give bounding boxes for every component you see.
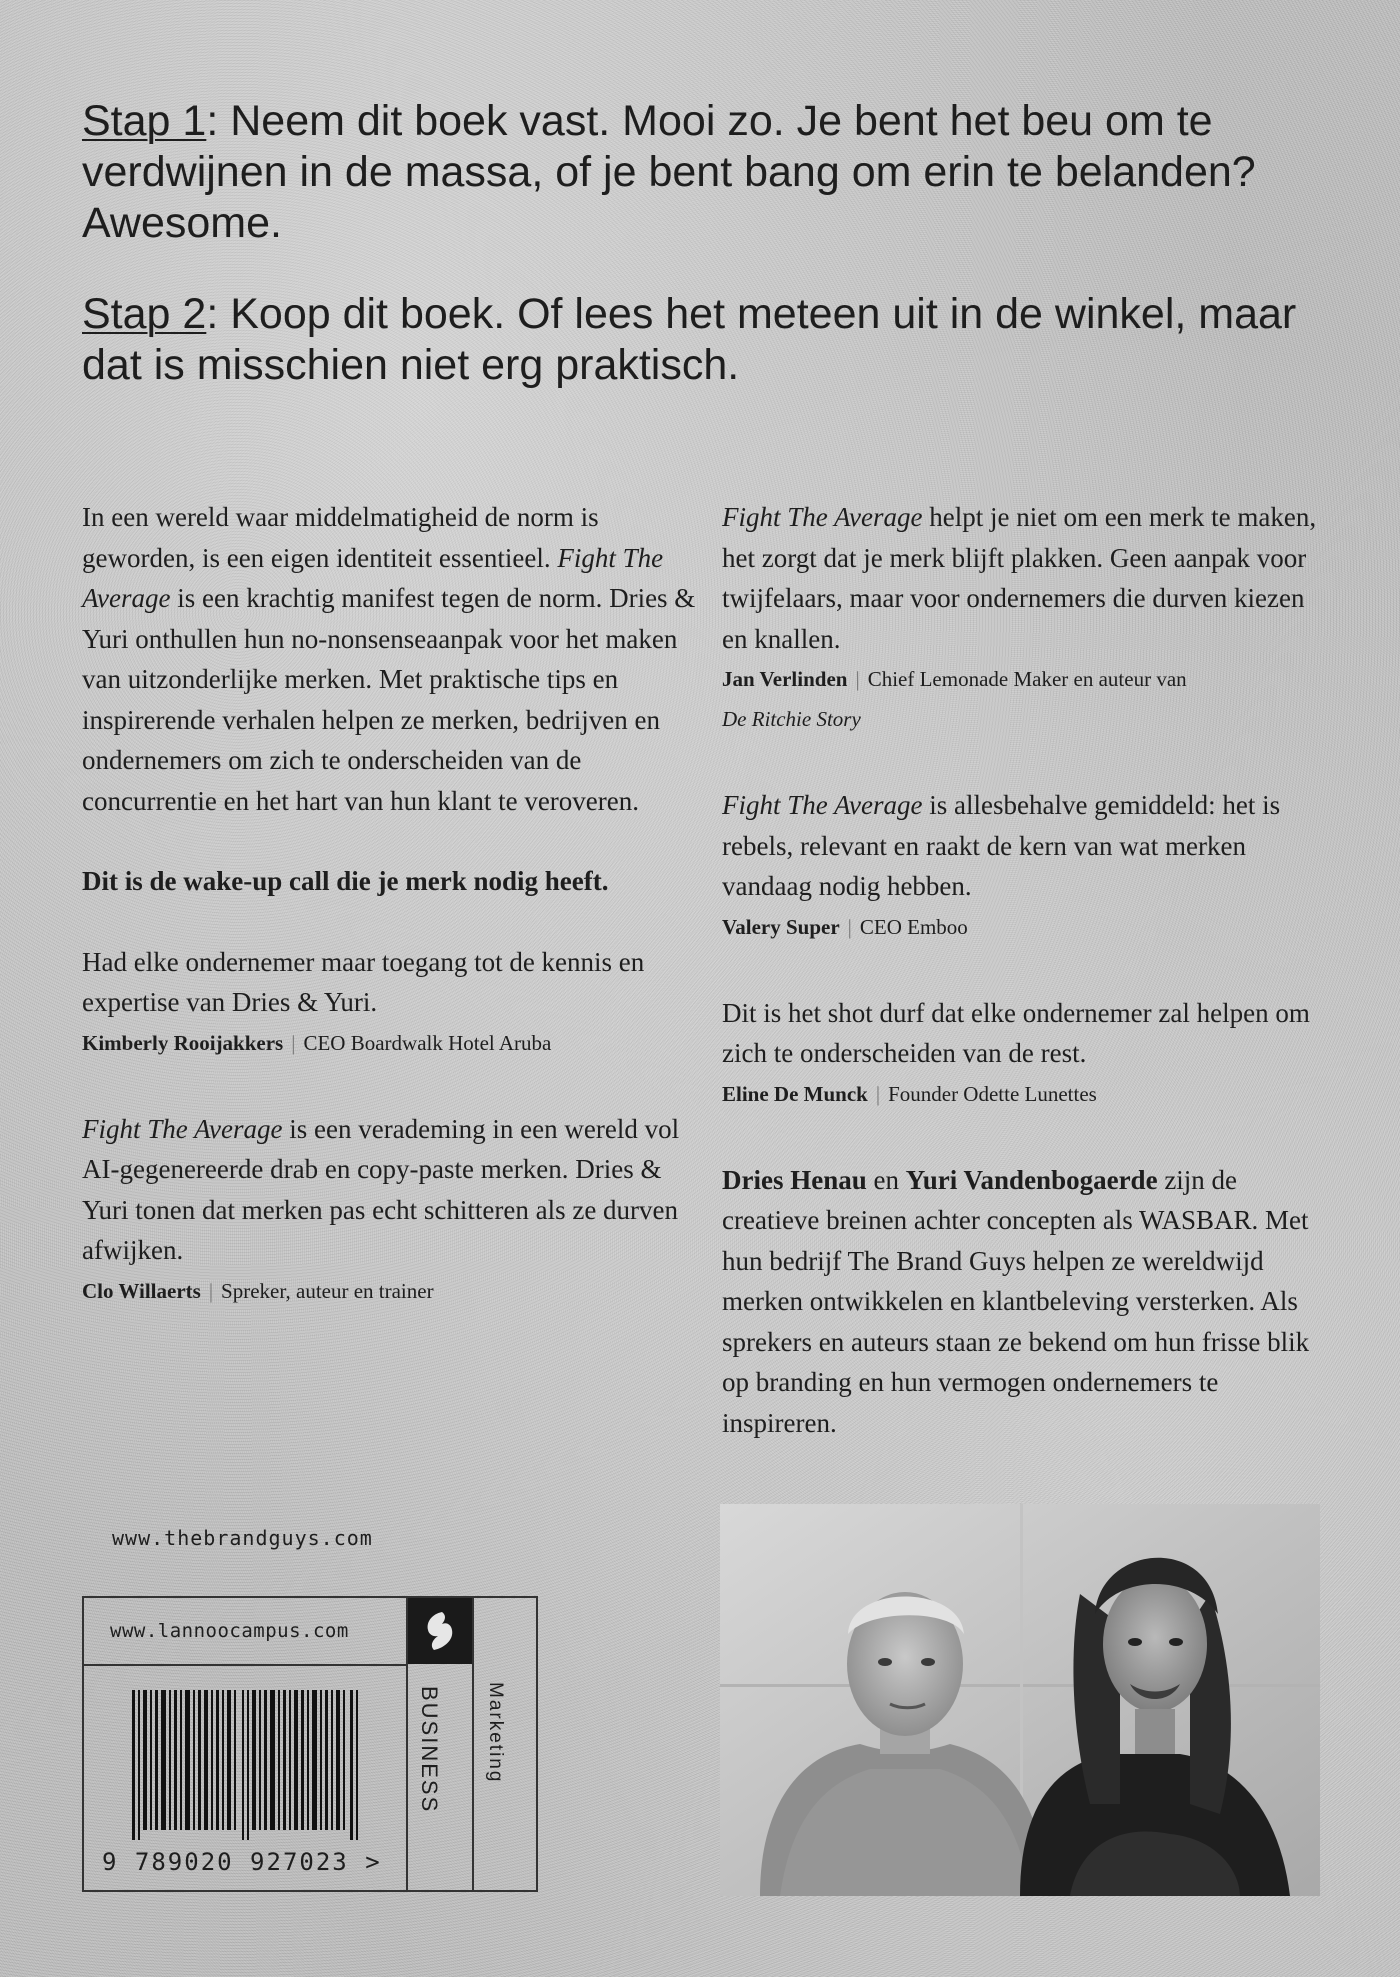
quote-author: Eline De Munck <box>722 1081 868 1106</box>
quote-author-role: CEO Boardwalk Hotel Aruba <box>303 1030 552 1055</box>
publisher-url[interactable]: www.lannoocampus.com <box>110 1620 349 1642</box>
attribution-separator: | <box>291 1030 296 1055</box>
step-2-label: Stap 2 <box>82 290 207 338</box>
quote-book-title: Fight The Average <box>722 790 923 820</box>
bio-connector: en <box>866 1164 906 1195</box>
quote-body: is allesbehalve gemiddeld: het is rebels, relevant en raakt de kern van wat merken vandaag nodig hebben. <box>722 790 1281 901</box>
step-1 <box>82 96 1342 249</box>
quote-author: Valery Super <box>722 914 840 939</box>
quote-attribution <box>82 1271 702 1311</box>
attribution-separator: | <box>855 667 860 691</box>
bio-author-1: Dries Henau <box>722 1164 867 1195</box>
quote-text <box>722 497 1334 659</box>
right-column <box>722 497 1334 1443</box>
publisher-box <box>82 1596 538 1892</box>
quote-author-role: CEO Emboo <box>859 914 968 939</box>
quote-attribution <box>722 1074 1334 1114</box>
wakeup-callout: Dit is de wake-up call die je merk nodig heeft. <box>82 866 609 896</box>
quote-text <box>722 785 1334 907</box>
quote-author: Jan Verlinden <box>722 667 848 691</box>
divider <box>84 1664 406 1666</box>
quote-attribution <box>722 907 1334 947</box>
attribution-separator: | <box>847 914 852 939</box>
quote-body: is een verademing in een wereld vol AI-gegenereerde drab en copy-paste merken. Dries & Yuri tonen dat merken pas echt schitteren als ze durven afwijken. <box>82 1113 680 1265</box>
isbn-number: 9 789020 927023 > <box>102 1848 382 1876</box>
steps-block <box>82 96 1342 431</box>
intro-lead: In een wereld waar middelmatigheid de norm is geworden, is een eigen identiteit essentieel. <box>82 502 599 573</box>
bio-author-2: Yuri Vandenbogaerde <box>905 1164 1158 1195</box>
subcategory-label: Marketing <box>485 1682 506 1784</box>
quote-author-role: Chief Lemonade Maker en auteur van <box>867 667 1187 691</box>
quote-author: Kimberly Rooijakkers <box>82 1030 284 1055</box>
quote-text: Had elke ondernemer maar toegang tot de kennis en expertise van Dries & Yuri. <box>82 946 645 1017</box>
author-photo <box>720 1504 1320 1896</box>
step-2 <box>82 289 1342 391</box>
step-2-text: : Koop dit boek. Of lees het meteen uit in de winkel, maar dat is misschien niet erg praktisch. <box>82 290 1297 389</box>
quote-author-role: Founder Odette Lunettes <box>888 1081 1097 1106</box>
intro-rest: is een krachtig manifest tegen de norm. Dries & Yuri onthullen hun no-nonsenseaanpak voor het maken van uitzonderlijke merken. Met praktische tips en inspirerende verhalen helpen ze merken, bedrijven en ondernemers om zich te onderscheiden van de concurrentie en het hart van hun klant te veroveren. <box>82 583 696 816</box>
quote-book-title: Fight The Average <box>722 502 923 532</box>
quote-book-title: Fight The Average <box>82 1113 283 1144</box>
quote-attribution <box>722 659 1334 699</box>
intro-book-title: Fight The Average <box>82 542 664 613</box>
divider <box>472 1598 474 1890</box>
left-column <box>82 497 702 1311</box>
quote-attribution <box>82 1023 702 1063</box>
barcode-icon <box>132 1690 368 1840</box>
attribution-separator: | <box>875 1081 881 1106</box>
lannoo-campus-logo-icon <box>408 1598 472 1664</box>
quote-body: helpt je niet om een merk te maken, het zorgt dat je merk blijft plakken. Geen aanpak voor twijfelaars, maar voor ondernemers die durven kiezen en knallen. <box>722 502 1317 654</box>
quote-author: Clo Willaerts <box>82 1278 201 1303</box>
website-link[interactable]: www.thebrandguys.com <box>112 1526 373 1550</box>
bio-text: zijn de creatieve breinen achter concepten als WASBAR. Met hun bedrijf The Brand Guys helpen ze wereldwijd merken ontwikkelen en klantbeleving versterken. Als sprekers en auteurs staan ze bekend om hun frisse blik op branding en hun vermogen ondernemers te inspireren. <box>722 1164 1310 1438</box>
attribution-separator: | <box>208 1278 214 1303</box>
quote-text <box>82 1109 702 1271</box>
intro-paragraph <box>82 497 702 821</box>
category-label: BUSINESS <box>417 1686 442 1814</box>
step-1-text: : Neem dit boek vast. Mooi zo. Je bent het beu om te verdwijnen in de massa, of je bent bang om erin te belanden? Awesome. <box>82 97 1256 247</box>
quote-author-role: Spreker, auteur en trainer <box>221 1278 434 1303</box>
quote-author-book: De Ritchie Story <box>722 707 861 731</box>
step-1-label: Stap 1 <box>82 97 207 145</box>
author-bio <box>722 1160 1334 1444</box>
quote-text: Dit is het shot durf dat elke ondernemer zal helpen om zich te onderscheiden van de rest. <box>722 997 1310 1068</box>
